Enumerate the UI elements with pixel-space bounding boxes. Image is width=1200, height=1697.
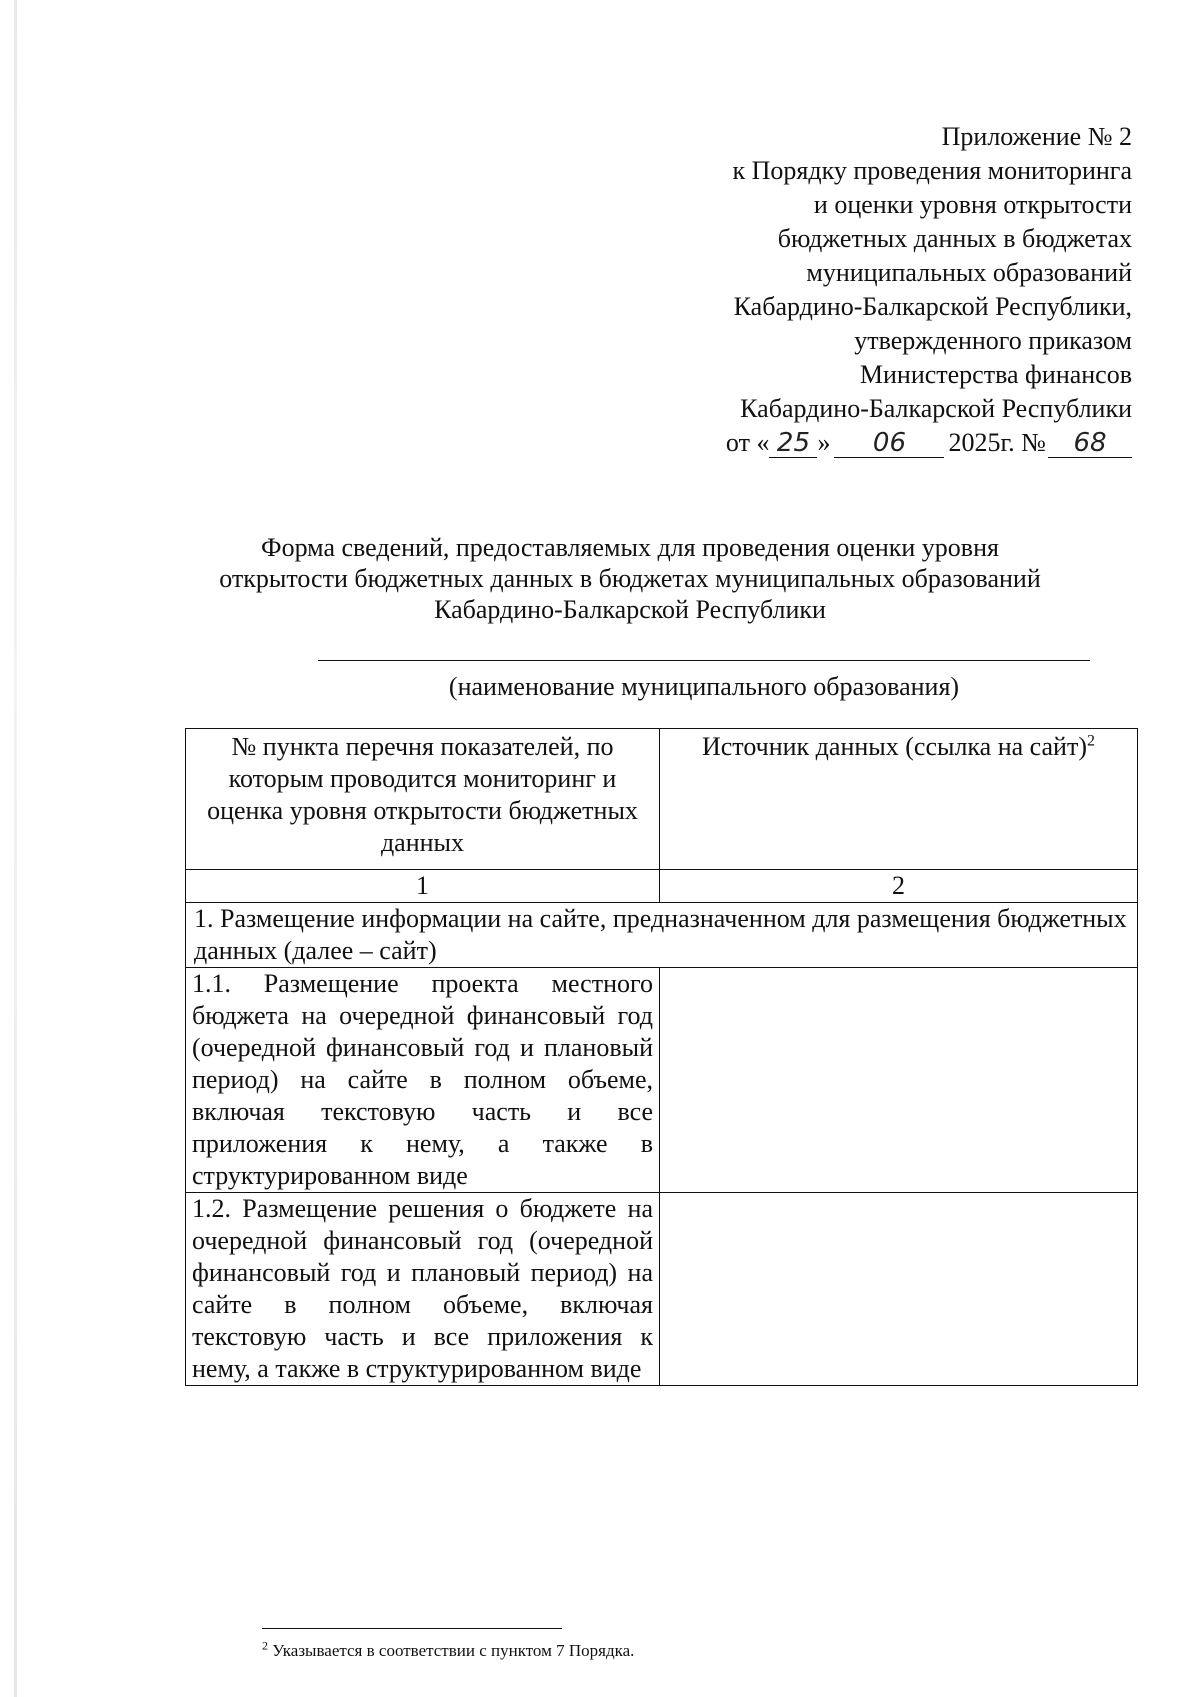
annex-title: Приложение № 2 xyxy=(941,122,1132,151)
form-title-line: открытости бюджетных данных в бюджетах муниципальных образований xyxy=(219,564,1041,593)
column-number: 1 xyxy=(186,870,660,903)
annex-line: Кабардино-Балкарской Республики, xyxy=(733,292,1132,321)
column-number-row xyxy=(186,870,1138,903)
table-header-row xyxy=(186,729,1138,870)
date-prefix: от « xyxy=(725,428,770,457)
annex-line: муниципальных образований xyxy=(806,258,1132,287)
header-data-source-text: Источник данных (ссылка на сайт) xyxy=(701,732,1087,761)
indicator-cell: 1.1. Размещение проекта местного бюджета на очередной финансовый год (очередной финансовый год и плановый период) на сайте в полном объеме, включая текстовую часть и все приложения к нему, а также в структурированном виде xyxy=(186,968,660,1193)
date-year-text: 2025г. № xyxy=(948,428,1046,457)
municipality-caption: (наименование муниципального образования) xyxy=(448,672,960,701)
form-title xyxy=(190,532,1070,625)
footnote-text: Указывается в соответствии с пунктом 7 Порядка. xyxy=(268,1641,635,1660)
section-heading: 1. Размещение информации на сайте, предназначенном для размещения бюджетных данных (далее – сайт) xyxy=(186,903,1138,968)
footnote-ref: 2 xyxy=(1087,732,1095,750)
handwritten-day: 25 xyxy=(769,429,817,458)
annex-line: утвержденного приказом xyxy=(854,326,1132,355)
footnote-separator xyxy=(262,1628,562,1629)
table-row xyxy=(186,968,1138,1193)
footnote xyxy=(262,1640,634,1662)
table-row xyxy=(186,1193,1138,1386)
annex-line: Кабардино-Балкарской Республики xyxy=(740,394,1132,423)
footnote-marker: 2 xyxy=(262,1638,268,1653)
annex-line: Министерства финансов xyxy=(859,360,1132,389)
annex-line: к Порядку проведения мониторинга xyxy=(732,156,1132,185)
handwritten-order-number: 68 xyxy=(1048,429,1132,458)
indicator-cell: 1.2. Размещение решения о бюджете на очередной финансовый год (очередной финансовый год и плановый период) на сайте в полном объеме, включая текстовую часть и все приложения к нему, а также в структурированном виде xyxy=(186,1193,660,1386)
section-row xyxy=(186,903,1138,968)
handwritten-month: 06 xyxy=(834,429,944,458)
annex-line: бюджетных данных в бюджетах xyxy=(777,224,1132,253)
form-title-line: Кабардино-Балкарской Республики xyxy=(434,595,826,624)
header-indicator-number: № пункта перечня показателей, по которым проводится мониторинг и оценка уровня открытости бюджетных данных xyxy=(186,729,660,870)
annex-header xyxy=(612,120,1132,460)
order-date-line xyxy=(612,426,1132,460)
scan-edge-shadow xyxy=(14,0,17,1697)
municipality-name-field[interactable] xyxy=(318,660,1090,661)
header-data-source xyxy=(660,729,1138,870)
annex-line: и оценки уровня открытости xyxy=(813,190,1132,219)
form-title-line: Форма сведений, предоставляемых для проведения оценки уровня xyxy=(261,533,999,562)
column-number: 2 xyxy=(660,870,1138,903)
indicators-table xyxy=(185,728,1138,1386)
source-cell[interactable] xyxy=(660,968,1138,1193)
source-cell[interactable] xyxy=(660,1193,1138,1386)
date-quote-close: » xyxy=(817,428,831,457)
